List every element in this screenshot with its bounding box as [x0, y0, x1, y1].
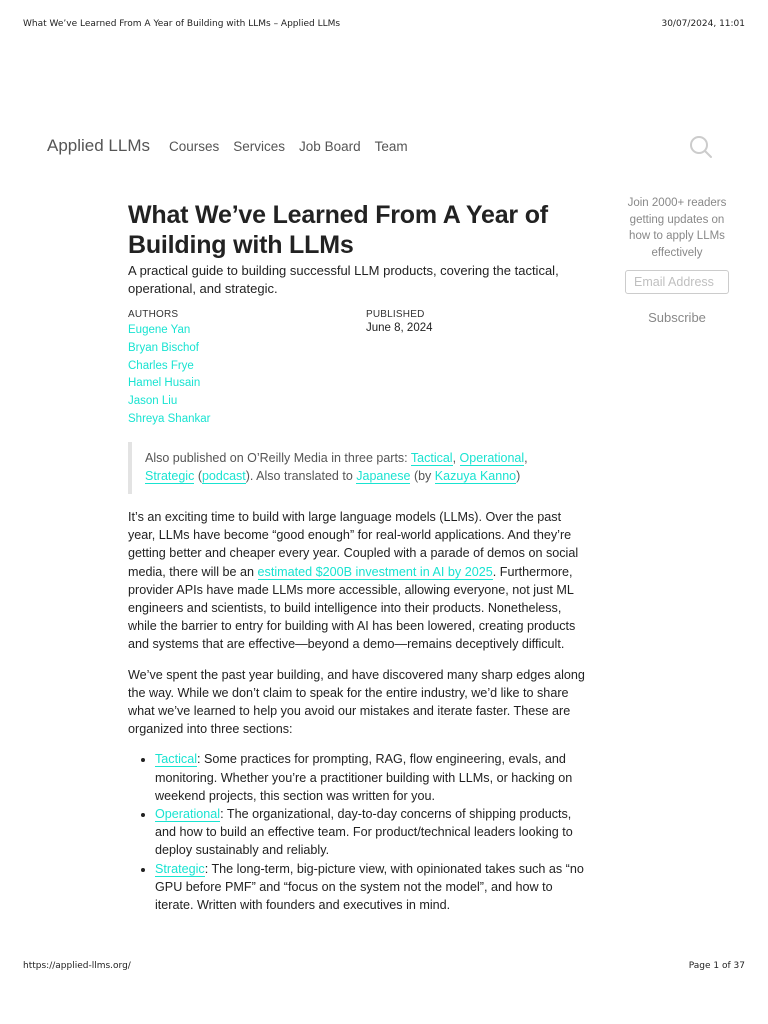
callout-text: ,: [452, 451, 460, 465]
nav-link-team[interactable]: Team: [374, 139, 408, 154]
print-header: [23, 19, 745, 31]
brand-link[interactable]: Applied LLMs: [47, 136, 151, 155]
link-japanese[interactable]: Japanese: [356, 469, 411, 483]
authors-block: [128, 309, 328, 429]
publication-callout: [128, 442, 590, 494]
list-item-text: : The long-term, big-picture view, with opinionated takes such as “no GPU before PMF” and “focus on the system not the model”, and how to iterate. Written with founders and executives in mind.: [155, 861, 584, 913]
link-tactical[interactable]: Tactical: [410, 451, 453, 465]
nav-link-job-board[interactable]: Job Board: [299, 139, 361, 154]
newsletter-text: Join 2000+ readers getting updates on how to apply LLMs effectively: [627, 197, 727, 259]
list-item-text: : The organizational, day-to-day concerns of shipping products, and how to build an effective team. For product/technical leaders looking to deploy sustainably and reliably.: [155, 807, 573, 858]
list-item: [155, 805, 590, 860]
print-footer-url: https://applied-llms.org/: [23, 961, 131, 971]
published-block: [366, 309, 433, 334]
nav-link-courses[interactable]: Courses: [169, 139, 220, 154]
second-paragraph: We’ve spent the past year building, and have discovered many sharp edges along the way. While we don’t claim to speak for the entire industry, we’d like to share what we’ve learned to help you avoid our mistakes and iterate faster. These are organized into three sections:: [128, 667, 585, 737]
published-label: PUBLISHED: [366, 309, 425, 320]
author-link[interactable]: Hamel Husain: [128, 377, 201, 390]
list-item: [155, 750, 590, 805]
page-title: What We’ve Learned From A Year of Building with LLMs: [128, 201, 548, 259]
callout-text: ). Also translated to: [245, 469, 357, 483]
published-date: June 8, 2024: [366, 322, 433, 334]
link-podcast[interactable]: podcast: [201, 469, 246, 483]
article-header: [128, 200, 590, 298]
author-list: [128, 322, 328, 429]
author-item: [128, 393, 328, 411]
nav-link-services[interactable]: Services: [233, 139, 286, 154]
email-field[interactable]: [625, 270, 729, 294]
author-link[interactable]: Eugene Yan: [128, 324, 191, 336]
newsletter-sidebar: [620, 195, 734, 325]
subscribe-button[interactable]: Subscribe: [648, 310, 706, 326]
link-strategic[interactable]: Strategic: [145, 469, 195, 483]
section-list: [128, 750, 590, 914]
print-header-datetime: 30/07/2024, 11:01: [661, 19, 745, 29]
author-item: [128, 375, 328, 393]
intro-paragraph: [128, 508, 590, 654]
paragraph-text: It’s an exciting time to build with large language models (LLMs). Over the past year, LLMs have become “good enough” for real-world applications. And they’re getting better and cheaper every year. Coupled with a parade of demos on social media, there will be an: [128, 510, 579, 579]
list-item-text: : Some practices for prompting, RAG, flow engineering, evals, and monitoring. Whether you’re a practitioner building with LLMs, or hacking on weekend projects, this section was written for you.: [155, 752, 573, 803]
callout-text: ): [516, 469, 521, 483]
print-footer-page: Page 1 of 37: [688, 961, 745, 971]
author-link[interactable]: Shreya Shankar: [128, 412, 211, 425]
author-item: [128, 358, 328, 376]
author-item: [128, 411, 328, 429]
article-meta: [128, 309, 588, 429]
section-link-strategic[interactable]: Strategic: [155, 861, 205, 876]
paragraph-text: . Furthermore, provider APIs have made LLMs more accessible, allowing everyone, not just ML engineers and scientists, to build intelligence into their products. Nonetheless, while the barrier to entry for building with AI has been lowered, creating products and systems that are effective—beyond a demo—remains deceptively difficult.: [128, 564, 576, 652]
list-item: [155, 860, 590, 915]
callout-text: (by: [410, 469, 435, 483]
callout-text: (: [194, 469, 202, 483]
article-body: [128, 508, 590, 914]
link-investment-estimate[interactable]: estimated $200B investment in AI by 2025: [257, 564, 493, 579]
author-link[interactable]: Bryan Bischof: [128, 341, 199, 354]
callout-text: Also published on O’Reilly Media in three parts:: [145, 451, 411, 465]
callout-text: ,: [524, 451, 528, 465]
article-subtitle: A practical guide to building successful LLM products, covering the tactical, operational, and strategic.: [128, 263, 559, 296]
section-link-tactical[interactable]: Tactical: [155, 752, 197, 767]
section-link-operational[interactable]: Operational: [155, 807, 221, 822]
site-nav: [47, 134, 727, 162]
author-item: [128, 322, 328, 340]
print-footer: [23, 961, 745, 973]
author-link[interactable]: Jason Liu: [128, 395, 178, 408]
authors-label: AUTHORS: [128, 309, 179, 320]
search-icon[interactable]: [688, 134, 714, 160]
print-header-title: What We’ve Learned From A Year of Building with LLMs – Applied LLMs: [23, 19, 341, 29]
link-operational[interactable]: Operational: [459, 451, 525, 465]
author-item: [128, 340, 328, 358]
author-link[interactable]: Charles Frye: [128, 359, 194, 372]
link-translator[interactable]: Kazuya Kanno: [434, 469, 517, 483]
nav-links: [169, 139, 422, 154]
